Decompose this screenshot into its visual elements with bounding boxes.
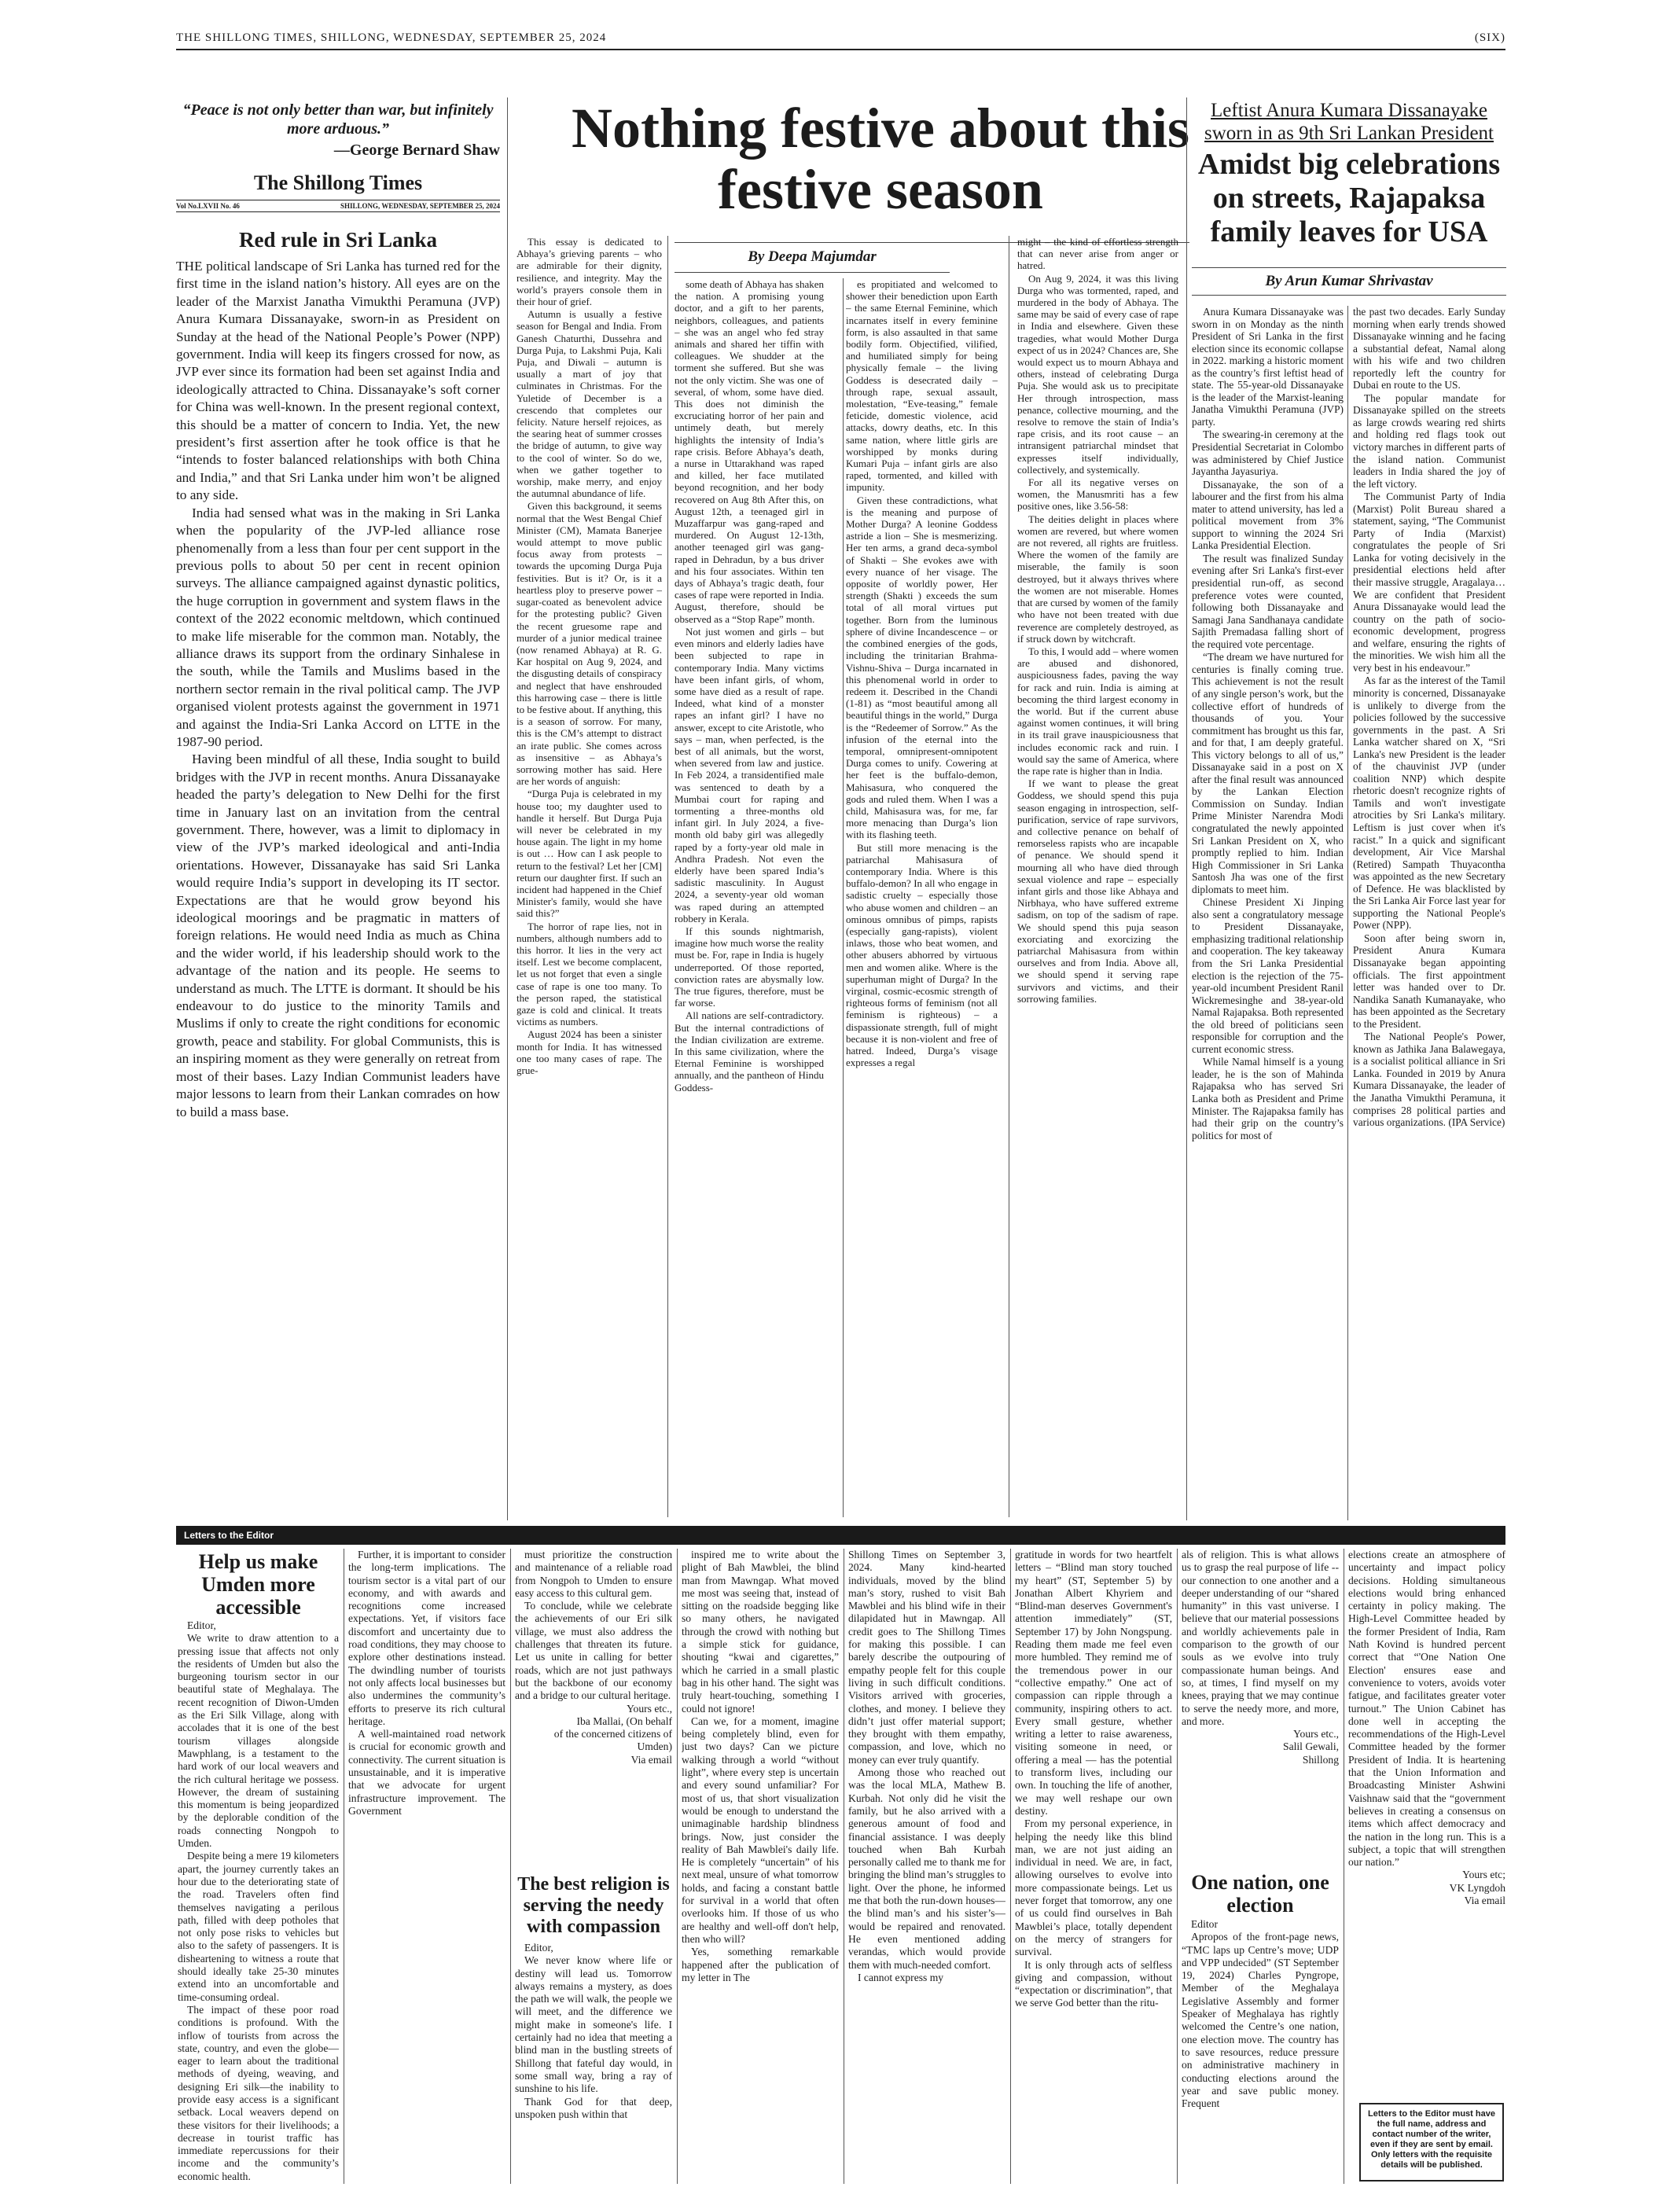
letter-paragraph: Yes, something remarkable happened after the publication of my letter in The xyxy=(682,1946,839,1983)
article-paragraph: If this sounds nightmarish, imagine how much worse the reality must be. For, rape in India is hugely underreported. Of those reported, conviction rates are abysmally low. The true figures, therefore, must be far worse. xyxy=(675,924,824,1009)
column-rule xyxy=(1186,97,1187,1520)
letter-2-col-3 xyxy=(848,1549,1005,2184)
letter-paragraph: inspired me to write about the plight of Bah Mawblei, the blind man from Mawngap. What moved me most was seeing that, instead of sitting on the roadside begging like so many others, he navigated through the crowd with nothing but a simple stick for guidance, shouting “kwai and cigarettes,” which he carried in a small plastic bag in his other hand. The sight was truly heart-touching, something I could not ignore! xyxy=(682,1549,839,1715)
letters-section-label: Letters to the Editor xyxy=(184,1530,274,1541)
letter-paragraph: I cannot express my xyxy=(858,1971,944,1983)
letter-paragraph: From my personal experience, in helping the needy like this blind man, we are not just aiding an individual in need. We are, in fact, allowing ourselves to evolve into more compassionate beings. Let us never forget that tomorrow, any one of us could find ourselves in Bah Mawblei’s place, totally dependent on the mercy of strangers for survival. xyxy=(1015,1818,1172,1958)
letter-signature: Yours etc., xyxy=(627,1702,672,1715)
letter-paragraph: Apropos of the front-page news, “TMC laps up Centre’s move; UDP and VPP undecided” (ST September 19, 2024) Charles Pyngrope, Member of the Meghalaya Legislative Assembly and former Speaker of Meghalaya has rightly welcomed the Centre’s one nation, one election move. The country has to save resources, reduce pressure on administrative machinery in conducting elections around the year and save public money. Frequent xyxy=(1182,1931,1339,2110)
main-byline: By Deepa Majumdar xyxy=(748,248,877,265)
editorial-paragraph: THE political landscape of Sri Lanka has turned red for the first time in the island nation’s history. All eyes are on the leader of the Marxist Janatha Vimukthi Peramuna (JVP) Anura Kumara Dissanayake, sworn-in as President on Sunday at the head of the National People’s Power (NPP) government. India will keep its fingers crossed for now, as JVP ever since its formation had been set against India and ideologically attracted to China. Dissanayake’s soft corner for China was well-known. In the present regional context, this should be a matter of concern to India. Yet, the new president’s first assertion after he took office is that he “intends to foster balanced relationships with both China and India,” and that Sri Lanka under him won’t be aligned to any side. xyxy=(176,259,500,503)
byline-rule xyxy=(675,272,950,273)
column-rule xyxy=(667,236,668,1517)
volume-number: Vol No.LXVII No. 46 xyxy=(176,202,240,210)
main-article-col-2 xyxy=(675,278,824,1517)
quote-author: —George Bernard Shaw xyxy=(333,142,500,159)
article-paragraph: might – the kind of effortless strength that can never arise from anger or hatred. xyxy=(1017,236,1178,272)
kicker-line: sworn in as 9th Sri Lankan President xyxy=(1204,123,1494,144)
letter-2-col-4 xyxy=(1015,1549,1172,2184)
letter-signature: of the concerned citizens of xyxy=(553,1728,672,1740)
article-paragraph: While Namal himself is a young leader, he is the son of Mahinda Rajapaksa who has served Sri Lanka both as President and Prime Minister. The Rajapaksa family has had their grip on the country’s politics for most of xyxy=(1192,1056,1344,1141)
article-paragraph: The deities delight in places where women are revered, but where women are not revered, all rights are fruitless. Where the women of the family are miserable, the family is soon destroyed, but it always thrives where the women are not miserable. Homes that are cursed by women of the family who have not been treated with due reverence are completely destroyed, as if struck down by witchcraft. xyxy=(1017,513,1178,645)
letter-signature: Shillong xyxy=(1302,1753,1339,1766)
letter-signature: Iba Mallai, (On behalf xyxy=(576,1715,672,1727)
editorial-paragraph: India had sensed what was in the making in Sri Lanka when the popularity of the JVP-led alliance rose phenomenally from a less than four per cent support in the previous polls to about 50 per cent in recent opinion surveys. The alliance campaigned against dynastic politics, the huge corruption in government and system flaws in the context of the 2022 economic meltdown, which continued to make life miserable for the common man. Notably, the alliance draws its support from the ordinary Sinhalese in the south, while the Tamils and Muslims based in the northern sector remain in the rival political camp. The JVP organised violent protests against the government in 1971 and against the India-Sri Lanka Accord on LTTE in the 1987-90 period. xyxy=(176,505,500,749)
letter-paragraph: Editor, xyxy=(524,1942,553,1954)
letter-signature: Umden) xyxy=(637,1740,672,1753)
letter-1-col-1 xyxy=(178,1619,339,2184)
article-paragraph: For all its negative verses on women, the Manusmriti has a few positive ones, like 3.56-58: xyxy=(1017,476,1178,513)
letter-paragraph: We never know where life or destiny will lead us. Tomorrow always remains a mystery, as does the path we will walk, the people we will meet, and the difference we might make in someone's life. I certainly had no idea that meeting a blind man in the bustling streets of Shillong that fateful day would, in some small way, bring a ray of sunshine to his life. xyxy=(515,1954,672,2095)
main-article-col-4 xyxy=(1017,236,1178,1517)
letter-signature: Via email xyxy=(630,1753,672,1766)
masthead: The Shillong Times xyxy=(253,171,423,194)
article-paragraph: Given these contradictions, what is the meaning and purpose of Mother Durga? A leonine Goddess astride a lion – She is mesmerizing. Her ten arms, a grand deca-symbol of Shakti – She evokes awe with every nuance of her visage. The opposite of worldly power, Her strength (Shakti ) exceeds the sum total of all moral virtues put together. Born from the luminous sphere of divine Incandescence – or the combined energies of the gods, including the trinitarian Brahma-Vishnu-Shiva – Durga incarnated in this phenomenal world in order to redeem it. Described in the Chandi (1-81) as “most beautiful among all beautiful things in the world,” Durga is the “Redeemer of Sorrow.” As the infusion of the eternal into the temporal, omnipresent-omnipotent Durga comes to unify. Cowering at her feet is the buffalo-demon, Mahisasura, who conquered the gods and ruled them. When I was a child, Mahisasura was, for me, far more menacing than Durga’s lion with its flashing teeth. xyxy=(846,494,998,841)
letter-paragraph: A well-maintained road network is crucial for economic growth and connectivity. The current situation is unsustainable, and it is imperative that we advocate for urgent infrastructure improvement. The Government xyxy=(348,1728,505,1817)
letter-2-col-2 xyxy=(682,1549,839,2184)
article-paragraph: The result was finalized Sunday evening after Sri Lanka's first-ever presidential run-off, as second preference votes were counted, following both Dissanayake and Samagi Jana Sandhanaya candidate Sajith Premadasa falling short of the required vote percentage. xyxy=(1192,552,1344,650)
editorial-body xyxy=(176,258,500,1527)
letter-paragraph: Thank God for that deep, unspoken push within that xyxy=(515,2095,672,2120)
article-paragraph: On Aug 9, 2024, it was this living Durga who was tormented, raped, and murdered in the body of Abhaya. The same may be said of every case of rape in India and elsewhere. Given these tragedies, what would Mother Durga expect of us in 2024? Chances are, She would expect us to mourn Abhaya and others, instead of celebrating Durga Puja. She would ask us to precipitate Her through introspection, mass penance, collective mourning, and the resolve to remove the stain of India’s rape crisis, and its root cause – an intransigent patriarchal mindset that expresses itself individually, collectively, and systemically. xyxy=(1017,272,1178,476)
main-headline: Nothing festive about this festive season xyxy=(571,97,1190,221)
letter-3-col-1 xyxy=(1182,1918,1339,2184)
letter-2-col-1 xyxy=(515,1942,672,2184)
masthead-dateline: SHILLONG, WEDNESDAY, SEPTEMBER 25, 2024 xyxy=(340,202,500,210)
column-rule xyxy=(507,97,508,1520)
article-paragraph: some death of Abhaya has shaken the nation. A promising young doctor, and a gift to her parents, neighbors, colleagues, and patients – she was an angel who fed stray animals and shared her tiffin with colleagues. We shudder at the torment she suffered. But she was not the only victim. She was one of several, of whom, some have died. This does not diminish the excruciating horror of her pain and untimely death, but merely highlights the intensity of India’s rape crisis. Before Abhaya’s death, a nurse in Uttarakhand was raped and killed, her face mutilated beyond recognition, and her body recovered on Aug 8th After this, on August 12th, a teenaged girl in Muzaffarpur was gang-raped and murdered. On August 12-13th, another teenaged girl was gang-raped in Dehradun, by a bus driver and his four associates. Within ten days of Abhaya’s tragic death, four cases of rape were reported in India. August, therefore, should be observed as a “Stop Rape” month. xyxy=(675,278,824,625)
article-paragraph: Not just women and girls – but even minors and elderly ladies have been subjected to rape in contemporary India. Many victims have been infant girls, of whom, some have died as a result of rape. Indeed, what kind of a monster rapes an infant girl? I have no answer, except to cite Aristotle, who says – man, when perfected, is the best of all animals, but the worst, when severed from law and justice. In Feb 2024, a transidentified male was sentenced to death by a Mumbai court for raping and tormenting a three-months old infant girl. In July 2024, a five-month old baby girl was allegedly raped by a forty-year old male in Andhra Pradesh. Not even the elderly have been spared India’s sadistic masculinity. In August 2024, a seventy-year old woman was raped during an attempted robbery in Kerala. xyxy=(675,625,824,924)
letter-paragraph: als of religion. This is what allows us to grasp the real purpose of life -- our connection to one another and a deeper understanding of our “shared humanity” in this vast universe. I believe that our material possessions and worldly achievements pale in comparison to the growth of our souls as we evolve into truly compassionate human beings. And so, at times, I find myself on my knees, praying that we may continue to serve the needy more, and more, and more. xyxy=(1182,1549,1339,1727)
letter-signature: Yours etc; xyxy=(1462,1869,1505,1881)
column-rule xyxy=(510,1549,511,2184)
article-paragraph: Chinese President Xi Jinping also sent a congratulatory message to President Dissanayake, emphasizing traditional relationship and cooperation. The key takeaway from the Sri Lanka Presidential election is the rejection of the 75-year-old incumbent President Ranil Wickremesinghe and 38-year-old Namal Rajapaksa. Both represented the old breed of politicians seen responsible for corruption and the current economic stress. xyxy=(1192,896,1344,1055)
letter-1-col-3 xyxy=(515,1549,672,1867)
right-article-col-1 xyxy=(1192,306,1344,1520)
article-paragraph: As far as the interest of the Tamil minority is concerned, Dissanayake is unlikely to diverge from the policies followed by the successive governments in the past. A Sri Lanka watcher shared on X, “Sri Lanka's new President is the leader of the chauvinist JVP (under coalition NNP) which despite rhetoric doesn't recognize rights of Tamils and won't investigate atrocities by Sri Lanka's military. Leftism is just cover when it's racist.” In a quick and significant development, Air Vice Marshal (Retired) Sampath Thuyacontha was appointed as the new Secretary of Defence. He was blacklisted by the Sri Lanka Air Force last year for supporting the National People's Power (NPP). xyxy=(1353,674,1505,932)
article-paragraph: “Durga Puja is celebrated in my house too; my daughter used to handle it herself. But Durga Puja will never be celebrated in my house again. The light in my home is out … How can I ask people to return to the festival? Let her [CM] return our daughter first. If such an incident had happened in the Chief Minister's family, would she have said this?” xyxy=(516,788,662,920)
letter-paragraph: Editor xyxy=(1191,1918,1218,1930)
byline-rule xyxy=(1192,295,1506,296)
letter-signature: Yours etc., xyxy=(1293,1728,1339,1740)
letter-paragraph: Can we, for a moment, imagine being completely blind, even for just two days? Can we picture walking through a world “without light”, where every step is uncertain and every sound unfamiliar? For most of us, that short visualization would be enough to understand the unimaginable hardship blindness brings. Now, just consider the reality of Bah Mawblei's daily life. He is completely “uncertain” of his next meal, unsure of what tomorrow holds, and facing a constant battle for survival in a world that often overlooks him. If those of us who are healthy and well-off don't help, then who will? xyxy=(682,1715,839,1945)
article-paragraph: To this, I would add – where women are abused and dishonored, auspiciousness fades, paving the way for rack and ruin. India is aiming at becoming the third largest economy in the world. But if the current abuse against women continues, it will bring in its trail grave inauspiciousness that includes economic rack and ruin. I would say the same of America, where the rape rate is higher than in India. xyxy=(1017,645,1178,777)
letter-2-col-5 xyxy=(1182,1549,1339,1785)
article-paragraph: If we want to please the great Goddess, we should spend this puja season engaging in introspection, self-purification, service of rape survivors, and collective penance on behalf of remorseless rapists who are incapable of penance. We should spend it mourning all who have died through sexual violence and rape – especially infant girls and those like Abhaya and Nirbhaya, who have suffered extreme sadism, on top of the sadism of rape. We should spend this puja season exorciating and exorcizing the patriarchal Mahisasura from within ourselves and from India. Above all, we should spend it serving rape survivors and victims, and their sorrowing families. xyxy=(1017,777,1178,1005)
letter-signature: Salil Gewali, xyxy=(1283,1740,1339,1753)
letter-3-col-2 xyxy=(1348,1549,1505,2095)
column-rule xyxy=(1177,1549,1178,2184)
letter-paragraph: Editor, xyxy=(187,1619,216,1631)
column-rule xyxy=(1347,306,1348,1520)
letter-paragraph: Among those who reached out was the local MLA, Mathew B. Kurbah. Not only did he visit the family, but he also arrived with a generous amount of food and financial assistance. I was deeply touched when Bah Kurbah personally called me to thank me for bringing the blind man’s struggles to light. Over the phone, he informed me that both the run-down houses—the blind man’s and his sister’s—would be repaired and renovated. He even mentioned adding verandas, which would provide them with much-needed comfort. xyxy=(848,1766,1005,1971)
header-rule xyxy=(176,49,1505,50)
article-paragraph: August 2024 has been a sinister month for India. It has witnessed one too many cases of rape. The grue- xyxy=(516,1028,662,1077)
right-headline: Amidst big celebrations on streets, Rajapaksa family leaves for USA xyxy=(1197,148,1501,248)
letter-paragraph: gratitude in words for two heartfelt letters – “Blind man story touched my heart” (ST, September 5) by Jonathan Albert Khyriem and “Blind-man deserves Government's attention immediately” (ST, September 17) by John Nongspung. Reading them made me feel even more humbled. They remind me of the tremendous power in our “collective empathy.” One act of compassion can ripple through a community, inspiring others to act. Every small gesture, whether writing a letter to raise awareness, visiting someone in need, or offering a meal — has the potential to transform lives, including our own. In touching the life of another, we may well reshape our own destiny. xyxy=(1015,1549,1172,1817)
letter-paragraph: To conclude, while we celebrate the achievements of our Eri silk village, we must also address the challenges that threaten its future. Let us unite in calling for better roads, which are not just pathways but the backbone of our economy and a bridge to our cultural heritage. xyxy=(515,1600,672,1702)
article-paragraph: The swearing-in ceremony at the Presidential Secretariat in Colombo was administered by Chief Justice Jayantha Jayasuriya. xyxy=(1192,428,1344,478)
letter-signature: VK Lyngdoh xyxy=(1449,1881,1505,1894)
letters-section-bar xyxy=(176,1526,1505,1545)
article-paragraph: the past two decades. Early Sunday morning when early trends showed Dissanayake winning and he facing a substantial defeat, Namal along with his wife and two children reportedly left the country for Dubai en route to the US. xyxy=(1353,306,1505,391)
article-paragraph: The National People's Power, known as Jathika Jana Balawegaya, is a socialist political alliance in Sri Lanka. Founded in 2019 by Anura Kumara Dissanayake, the leader of the Janatha Vimukthi Peramuna, it comprises 28 political parties and various organizations. (IPA Service) xyxy=(1353,1031,1505,1129)
article-paragraph: The popular mandate for Dissanayake spilled on the streets as large crowds wearing red shirts and holding red flags took out victory marches in different parts of the island nation. Communist leaders in India shared the joy of the left victory. xyxy=(1353,391,1505,490)
letter-paragraph: Shillong Times on September 3, 2024. Many kind-hearted individuals, moved by the blind man’s story, rushed to visit Bah Mawblei and his blind wife in their dilapidated hut in Mawngap. All credit goes to The Shillong Times for making this possible. I can barely describe the outpouring of empathy people felt for this couple living in such difficult conditions. Visitors arrived with groceries, clothes, and money. I believe they didn’t just offer material support; they brought with them empathy, compassion, and love, which no money can ever truly quantify. xyxy=(848,1549,1005,1766)
letter-paragraph: Further, it is important to consider the long-term implications. The tourism sector is a vital part of our economy, and with awards and recognitions come increased expectations. Yet, if visitors face discomfort and uncertainty due to road conditions, they may choose to explore other destinations instead. The dwindling number of tourists not only affects local businesses but also undermines the community’s efforts to preserve its rich cultural heritage. xyxy=(348,1549,505,1727)
letter-paragraph: elections create an atmosphere of uncertainty and impact policy decisions. Holding simultaneous elections would bring enhanced certainty in policy making. The High-Level Committee headed by the former President of India, Ram Nath Kovind is hundred percent correct that “'One Nation One Election' ensures ease and convenience to voters, avoids voter fatigue, and facilitates greater voter turnout.” The Union Cabinet has done well in accepting the recommendations of the High-Level Committee headed by the former President of India. It is heartening that the Union Information and Broadcasting Minister Ashwini Vaishnaw said that the “government believes in creating a consensus on items which affect democracy and the nation in the long run. This is a subject, a topic that will strengthen our nation.” xyxy=(1348,1549,1505,1869)
article-paragraph: This essay is dedicated to Abhaya’s grieving parents – who are admirable for their dignity, resilience, and integrity. May the world’s prayers console them in their hour of grief. xyxy=(516,236,662,308)
letter-paragraph: must prioritize the construction and maintenance of a reliable road from Nongpoh to Umden to ensure easy access to this cultural gem. xyxy=(515,1549,672,1599)
right-article-kicker xyxy=(1192,99,1506,145)
article-paragraph: Anura Kumara Dissanayake was sworn in on Monday as the ninth President of Sri Lanka in the first election since its economic collapse in 2022. marking a historic moment as the country’s first leftist head of state. The 55-year-old Dissanayake is the leader of the Marxist-leaning Janatha Vimukthi Peramuna (JVP) party. xyxy=(1192,306,1344,428)
volume-line xyxy=(176,200,500,212)
letter-paragraph: It is only through acts of selfless giving and compassion, without “expectation or discrimination”, that we serve God better than the ritu- xyxy=(1015,1958,1172,2009)
letter-paragraph: Despite being a mere 19 kilometers apart, the journey currently takes an hour due to the deteriorating state of the road. Travelers often find themselves navigating a perilous path, filled with deep potholes that not only pose risks to vehicles but also to the safety of passengers. It is disheartening to witness a route that should ideally take 25-30 minutes extend into an uncomfortable and time-consuming ordeal. xyxy=(178,1850,339,2003)
column-rule xyxy=(1010,1549,1011,2184)
article-paragraph: The horror of rape lies, not in numbers, although numbers add to this horror. It lies in the very act itself. Lest we become complacent, let us not forget that even a single case of rape is one too many. To the person raped, the statistical gaze is cold and clinical. It treats victims as numbers. xyxy=(516,920,662,1028)
main-article-col-3 xyxy=(846,278,998,1517)
article-paragraph: es propitiated and welcomed to shower their benediction upon Earth – the same Eternal Feminine, which incarnates itself in every feminine form, is also assaulted in that same bodily form. Objectified, vilified, and humiliated simply for being physically female – the living Goddess is desecrated daily – through rape, sexual assault, molestation, “Eve-teasing,” female feticide, domestic violence, acid attacks, dowry deaths, etc. In this same nation, where little girls are worshipped by monks during Kumari Puja – infant girls are also raped, tormented, and killed with impunity. xyxy=(846,278,998,494)
letter-1-col-2 xyxy=(348,1549,505,2184)
letter-3-title: One nation, one election xyxy=(1191,1871,1329,1917)
letters-policy-notice: Letters to the Editor must have the full name, address and contact number of the writer, even if they are sent by email. Only letters with the requisite details will be published. xyxy=(1359,2103,1504,2181)
letter-paragraph: We write to draw attention to a pressing issue that affects not only the residents of Umden but also the burgeoning tourism sector in our beautiful state of Meghalaya. The recent recognition of Diwon-Umden as the Eri Silk Village, along with accolades that it is one of the best tourism villages alongside Mawphlang, is a testament to the hard work of our local weavers and the rich cultural heritage we possess. However, the dream of sustaining this momentum is being jeopardized by the deplorable condition of the roads connecting Nongpoh to Umden. xyxy=(178,1632,339,1850)
article-paragraph: “The dream we have nurtured for centuries is finally coming true. This achievement is not the result of any single person’s work, but the collective effort of hundreds of thousands of you. Your commitment has brought us this far, and for that, I am deeply grateful. This victory belongs to all of us,” Dissanayake said in a post on X after the final result was announced by the Lankan Election Commission on Sunday. Indian Prime Minister Narendra Modi congratulated the newly appointed Sri Lankan President on X, who promptly replied to him. Indian High Commissioner in Sri Lanka Santosh Jha was one of the first diplomats to meet him. xyxy=(1192,651,1344,895)
article-paragraph: But still more menacing is the patriarchal Mahisasura of contemporary India. Where is this buffalo-demon? In all who engage in sadistic cruelty – especially those who abuse women and children – an ominous omnibus of pimps, rapists (especially gang-rapists), violent inlaws, those who beat women, and other abusers abhorred by virtuous men and women alike. Where is the superhuman might of Durga? In the virginal, cosmic-ecosmic strength of righteous forms of feminism (not all feminism is righteous) – a dispassionate strength, full of might because it is non-violent and free of hatred. Indeed, Durga’s visage expresses a regal xyxy=(846,841,998,1069)
column-rule xyxy=(843,278,844,1517)
article-paragraph: The Communist Party of India (Marxist) Polit Bureau shared a statement, saying, “The Communist Party of India (Marxist) congratulates the people of Sri Lanka for voting decisively in the presidential elections held after their massive struggle, Aragalaya… We are confident that President Anura Dissanayake would lead the country on the path of socio-economic development, progress and welfare, ensuring the rights of the minorities. We wish him all the very best in his endeavour.” xyxy=(1353,491,1505,674)
article-paragraph: Given this background, it seems normal that the West Bengal Chief Minister (CM), Mamata Banerjee would attempt to move public focus away from protests – towards the upcoming Durga Puja festivities. But is it? Or, is it a heartless ploy to preserve power – sugar-coated as benevolent advice for the protesting public? Given the recent gruesome rape and murder of a junior medical trainee (now renamed Abhaya) at R. G. Kar hospital on Aug 9, 2024, and the disgusting details of conspiracy and neglect that have enshrouded this harrowing case – there is little to be festive about. If anything, this is a season of sorrow. For many, this is the CM’s attempt to distract an irate public. She comes across as insensitive – as Abhaya’s sorrowing mother has said. Here are her words of anguish: xyxy=(516,500,662,788)
main-article-col-1 xyxy=(516,236,662,1517)
column-rule xyxy=(677,1549,678,2184)
article-paragraph: Autumn is usually a festive season for Bengal and India. From Ganesh Chaturthi, Dussehra and Durga Puja, to Lakshmi Puja, Kali Puja, and Diwali – autumn is usually a mart of joy that culminates in Christmas. For the Yuletide of December is a crescendo that completes our felicity. Nature herself rejoices, as the searing heat of summer crosses the bridge of autumn, to give way to the cool of winter. So do we, when we gather together to worship, make merry, and enjoy the autumnal abundance of life. xyxy=(516,308,662,500)
article-paragraph: Soon after being sworn in, President Anura Kumara Dissanayake began appointing officials. The first appointment letter was handed over to Dr. Nandika Sanath Kumanayake, who has been appointed as the Secretary to the President. xyxy=(1353,932,1505,1030)
letter-signature: Via email xyxy=(1464,1895,1505,1907)
right-byline: By Arun Kumar Shrivastav xyxy=(1265,273,1433,289)
kicker-line: Leftist Anura Kumara Dissanayake xyxy=(1211,100,1487,121)
page-number: (SIX) xyxy=(1474,31,1505,44)
letter-paragraph: The impact of these poor road conditions is profound. With the inflow of tourists from across the state, country, and even the globe—eager to learn about the traditional methods of dyeing, weaving, and designing Eri silk—the inability to provide easy access is a significant setback. Local weavers depend on these visitors for their livelihoods; a decrease in tourist traffic has immediate repercussions for their income and the community’s economic health. xyxy=(178,2003,339,2182)
byline-rule xyxy=(1192,267,1506,268)
editorial-paragraph: Having been mindful of all these, India sought to build bridges with the JVP in recent months. Anura Dissanayake headed the party’s delegation to New Delhi for the first time in January last on an invitation from the central government. There, however, was a limit to diplomacy in view of the JVP’s marked ideological and anti-India orientations. However, Dissanayake has said Sri Lanka would require India’s support in developing its IT sector. Expectations are that he would grow beyond his ideological moorings and be pragmatic in matters of foreign relations. He would need India as much as China and the wider world, if his leadership should work to the advantage of the nation and its people. He seems to understand as much. The LTTE is dormant. It should be his endeavour to do justice to the minority Tamils and Muslims if only to create the right conditions for economic growth, peace and stability. For global Communists, this is an inspiring moment as they were generally on retreat from most of their bases. Lazy Indian Communist leaders have major lessons to learn from their Lankan comrades on how to build a mass base. xyxy=(176,752,500,1119)
letter-2-title: The best religion is serving the needy with compassion xyxy=(517,1874,670,1937)
editorial-title: Red rule in Sri Lanka xyxy=(238,228,438,252)
header-dateline: THE SHILLONG TIMES, SHILLONG, WEDNESDAY, SEPTEMBER 25, 2024 xyxy=(176,31,607,44)
article-paragraph: Dissanayake, the son of a labourer and the first from his alma mater to attend university, has led a political movement from 3% support to winning the 2024 Sri Lanka Presidential Election. xyxy=(1192,478,1344,552)
quote-text: “Peace is not only better than war, but infinitely more arduous.” xyxy=(182,101,494,138)
article-paragraph: All nations are self-contradictory. But the internal contradictions of the Indian civilization are extreme. In this same civilization, where the Eternal Feminine is worshipped annually, and the pantheon of Hindu Goddess- xyxy=(675,1009,824,1094)
right-article-col-2 xyxy=(1353,306,1505,1520)
letter-1-title: Help us make Umden more accessible xyxy=(198,1550,318,1619)
